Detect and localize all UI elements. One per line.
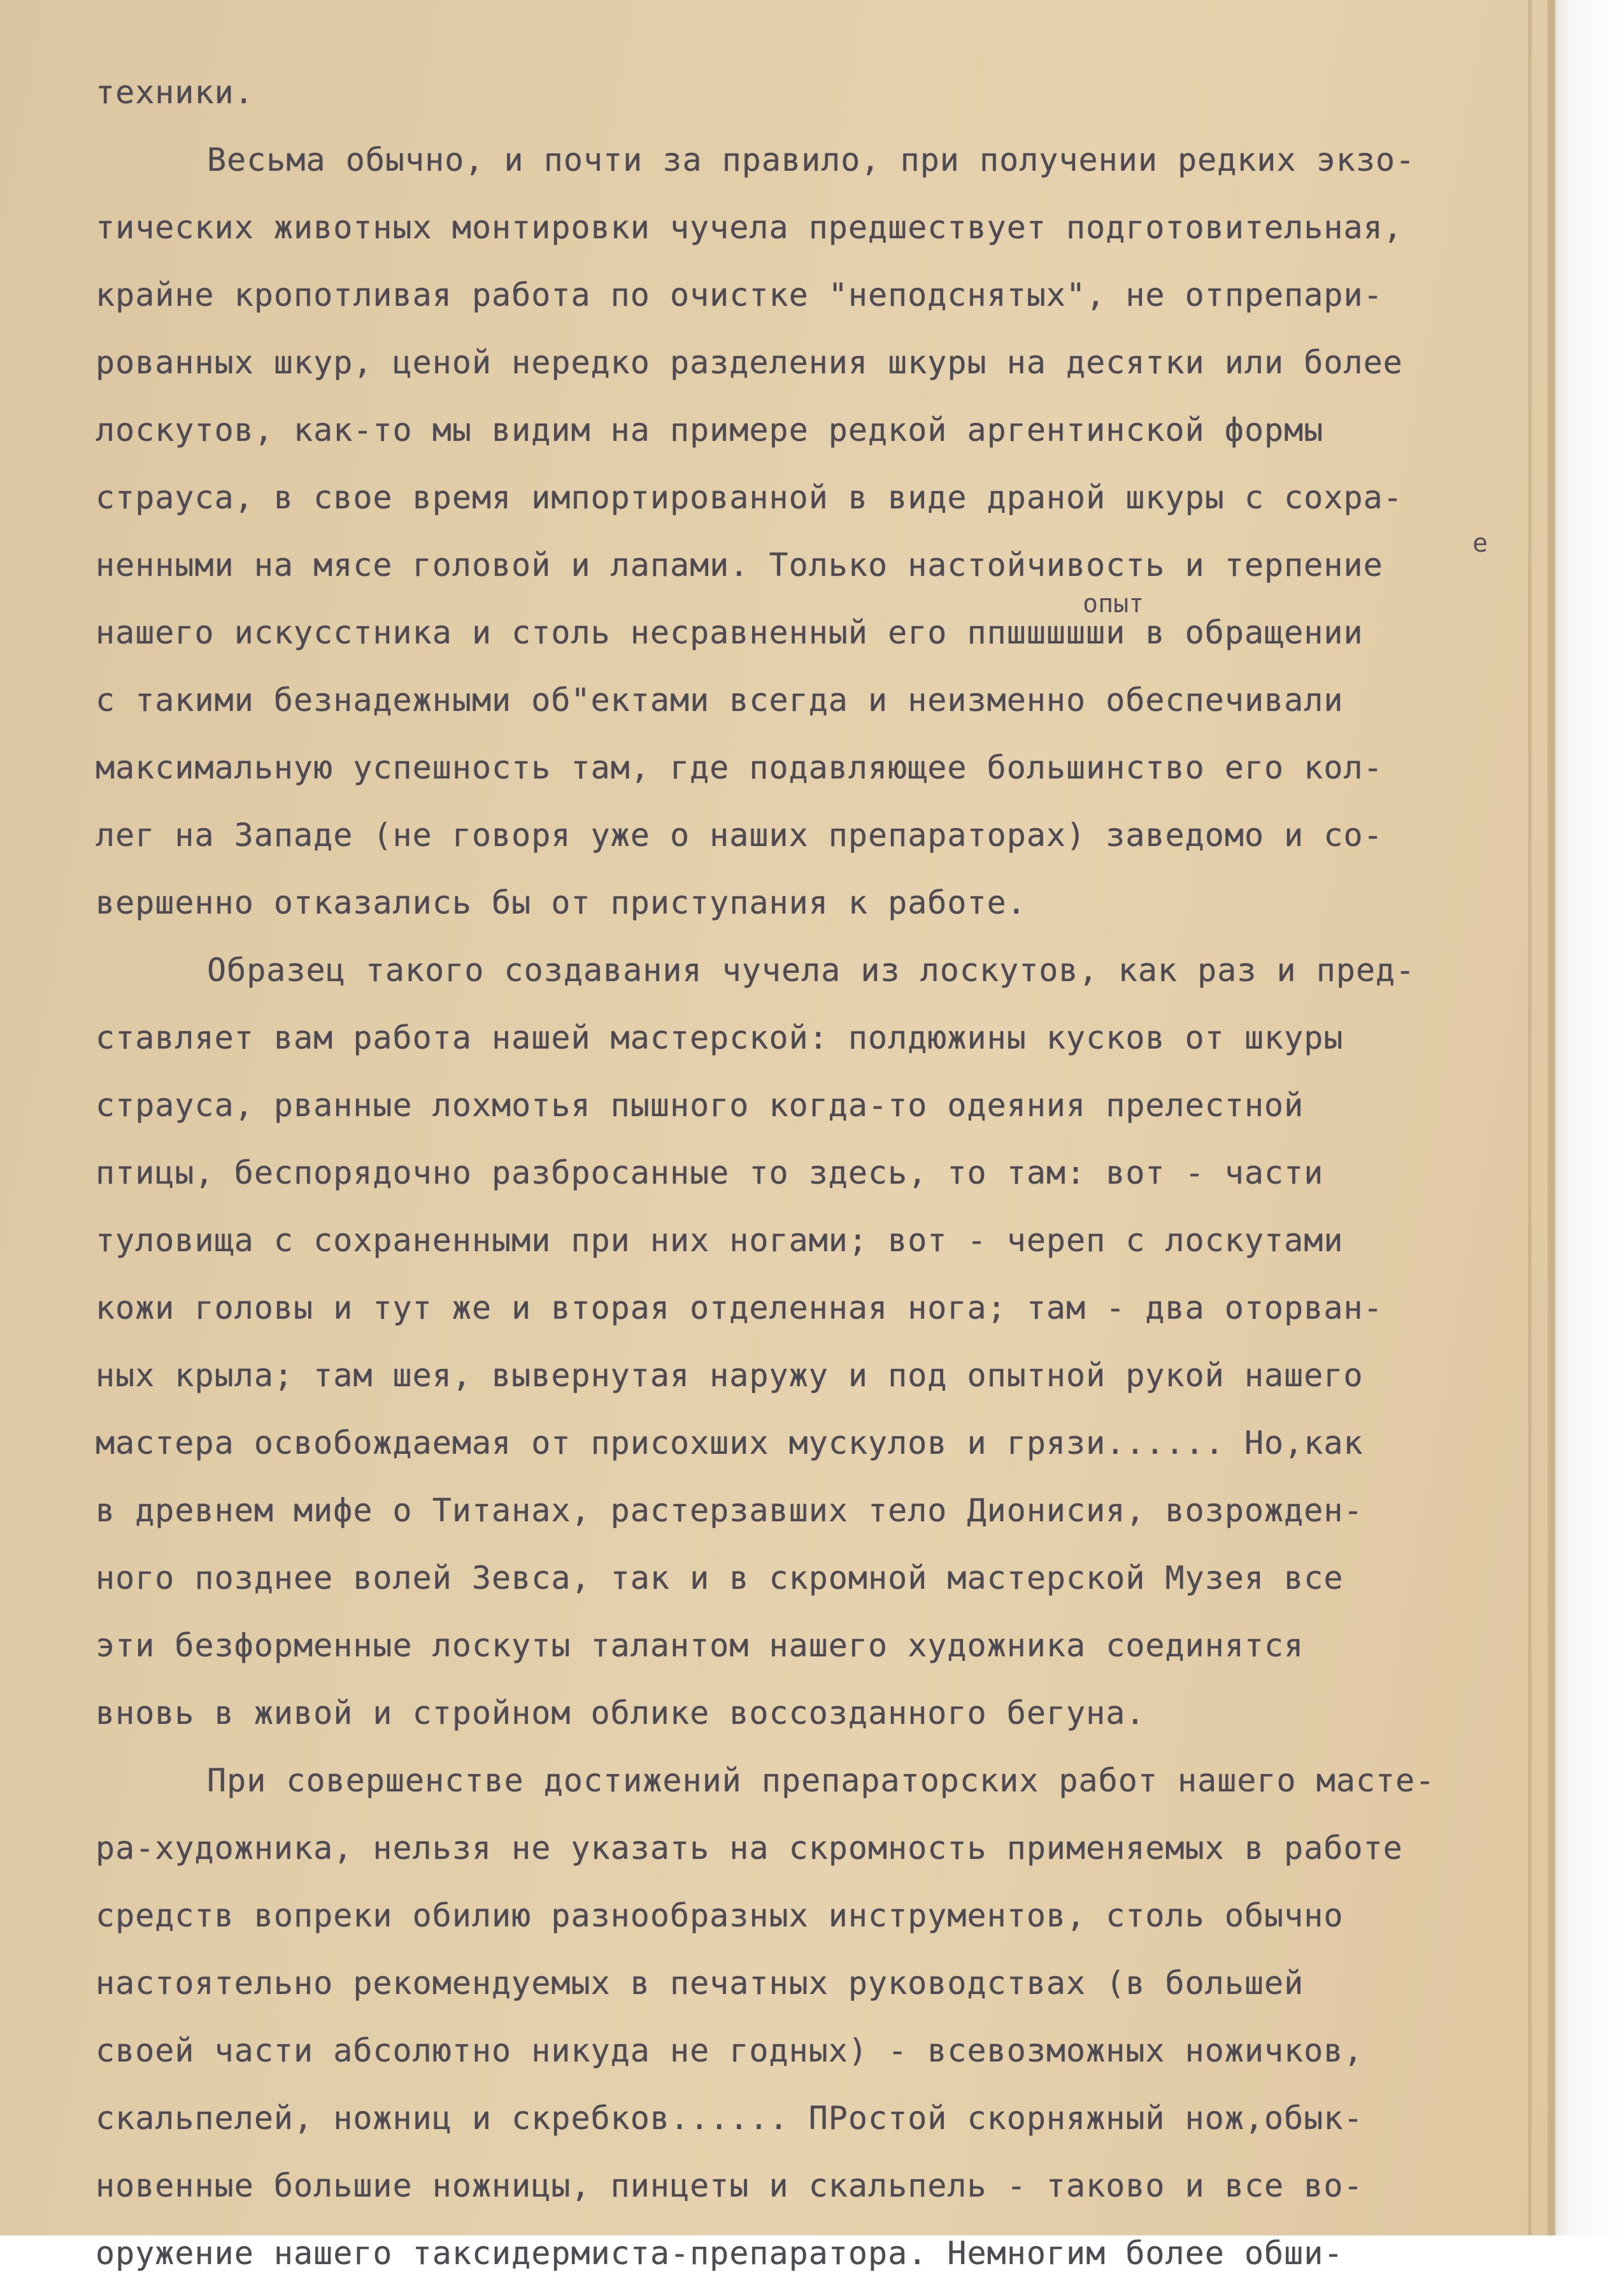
text-line: оружение нашего таксидермиста-препаратора. Немногим более обши- (96, 2235, 1344, 2272)
text-line: средств вопреки обилию разнообразных инструментов, столь обычно (96, 1897, 1344, 1934)
text-line: ного позднее волей Зевса, так и в скромной мастерской Музея все (96, 1559, 1344, 1596)
text-line: лег на Западе (не говоря уже о наших препараторах) заведомо и со- (96, 817, 1383, 854)
text-line: Образец такого создавания чучела из лоскутов, как раз и пред- (207, 952, 1416, 989)
text-line: в древнем мифе о Титанах, растерзавших тело Дионисия, возрожден- (96, 1492, 1364, 1529)
text-line: своей части абсолютно никуда не годных) - всевозможных ножичков, (96, 2032, 1364, 2069)
text-line: эти безформенные лоскуты талантом нашего художника соединятся (96, 1627, 1304, 1664)
text-line: При совершенстве достижений препараторских работ нашего масте- (207, 1762, 1435, 1799)
text-line: настоятельно рекомендуемых в печатных руководствах (в большей (96, 1965, 1304, 2002)
text-line: вершенно отказались бы от приступания к работе. (96, 884, 1027, 921)
text-line: техники. (96, 74, 254, 111)
text-line: лоскутов, как-то мы видим на примере редкой аргентинской формы (96, 412, 1324, 448)
text-line: скальпелей, ножниц и скребков...... ПРостой скорняжный нож,обык- (96, 2100, 1364, 2137)
text-line: туловища с сохраненными при них ногами; вот - череп с лоскутами (96, 1222, 1344, 1259)
text-line: кожи головы и тут же и вторая отделенная нога; там - два оторван- (96, 1289, 1383, 1326)
text-line: максимальную успешность там, где подавляющее большинство его кол- (96, 749, 1383, 786)
text-line: вновь в живой и стройном облике воссозданного бегуна. (96, 1695, 1146, 1731)
typed-text-block (96, 59, 1535, 2287)
text-line: с такими безнадежными об"ектами всегда и неизменно обеспечивали (96, 682, 1344, 719)
text-line: ненными на мясе головой и лапами. Только настойчивость и терпение (96, 547, 1383, 584)
text-line: крайне кропотливая работа по очистке "неподснятых", не отпрепари- (96, 276, 1383, 313)
text-line: ра-художника, нельзя не указать на скромность применяемых в работе (96, 1830, 1403, 1867)
scan-background-edge (1548, 0, 1624, 2235)
text-line: нашего искусстника и столь несравненный его ппшшшшши в обращении (96, 614, 1364, 651)
handwritten-correction-opyt: опыт (1083, 589, 1144, 619)
text-line: страуса, рванные лохмотья пышного когда-то одеяния прелестной (96, 1087, 1304, 1124)
text-line: ставляет вам работа нашей мастерской: полдюжины кусков от шкуры (96, 1019, 1344, 1056)
text-line: новенные большие ножницы, пинцеты и скальпель - таково и все во- (96, 2167, 1364, 2204)
text-line: рованных шкур, ценой нередко разделения шкуры на десятки или более (96, 344, 1403, 381)
text-line: Весьма обычно, и почти за правило, при получении редких экзо- (207, 141, 1416, 178)
text-line: тических животных монтировки чучела предшествует подготовительная, (96, 209, 1403, 246)
text-line: мастера освобождаемая от присохших мускулов и грязи...... Но,как (96, 1424, 1364, 1461)
handwritten-correction-e: е (1472, 529, 1488, 558)
text-line: страуса, в свое время импортированной в виде драной шкуры с сохра- (96, 479, 1403, 516)
text-line: птицы, беспорядочно разбросанные то здесь, то там: вот - части (96, 1154, 1324, 1191)
text-line: ных крыла; там шея, вывернутая наружу и под опытной рукой нашего (96, 1357, 1364, 1394)
